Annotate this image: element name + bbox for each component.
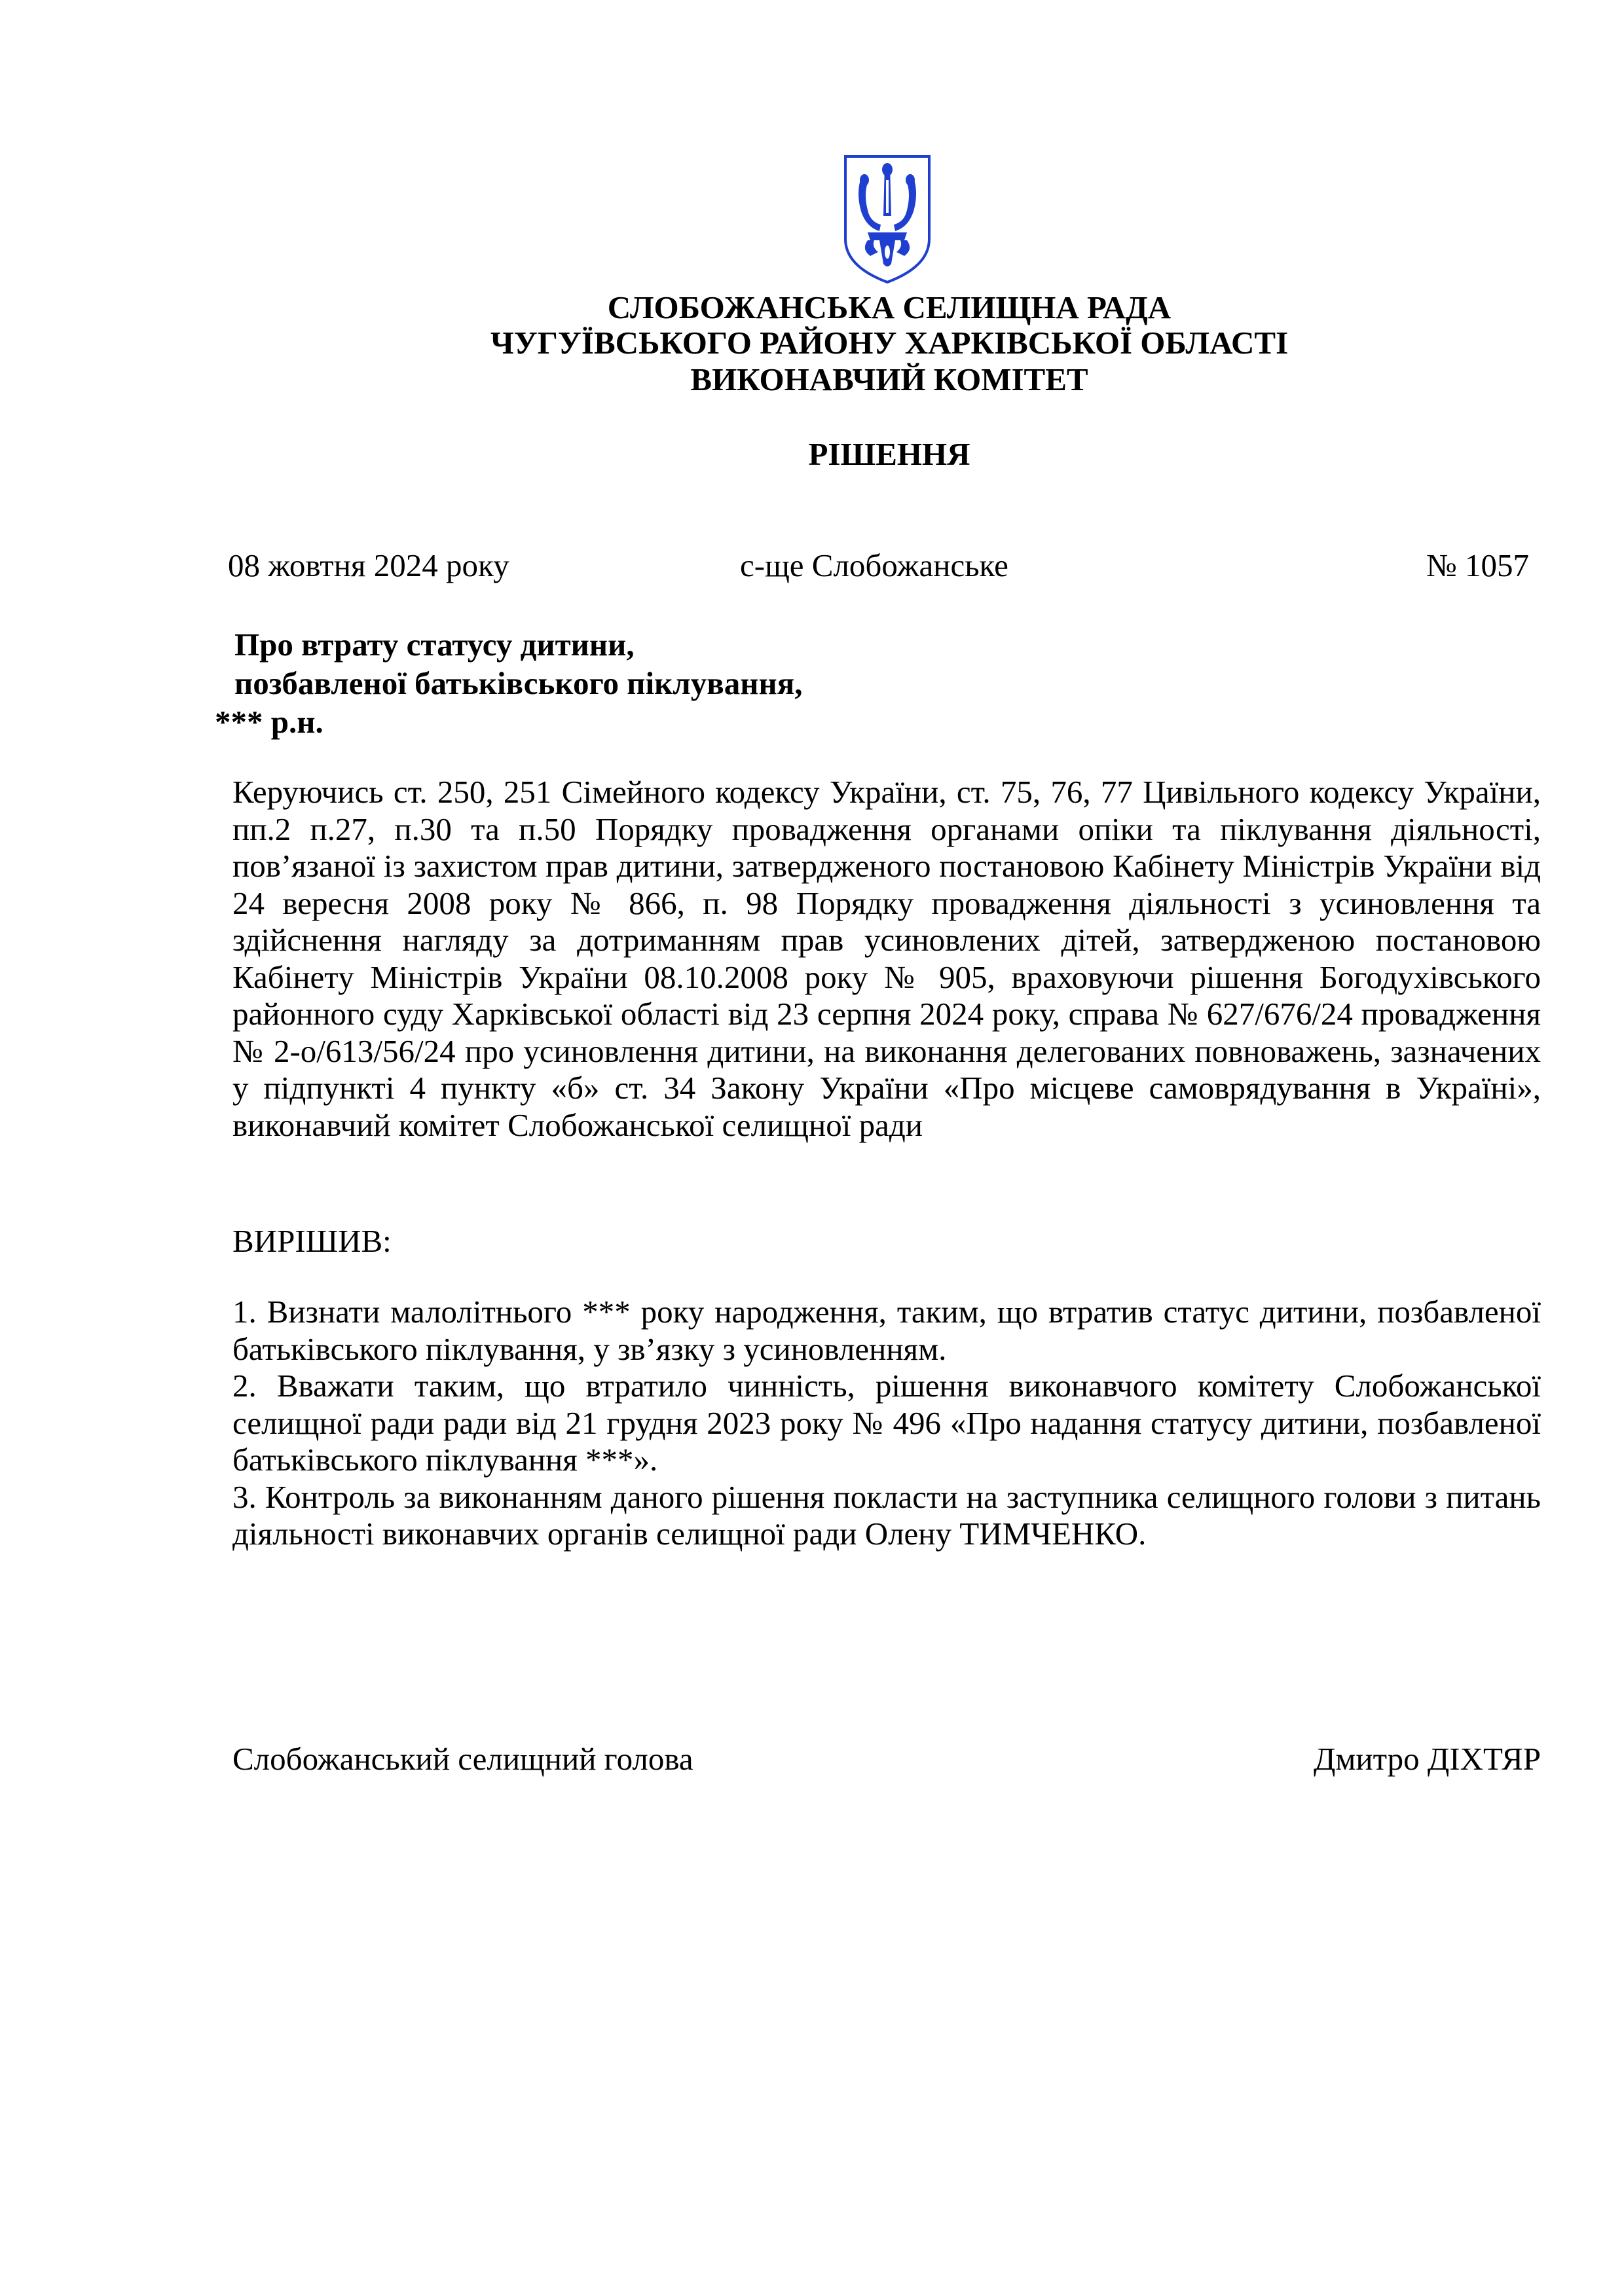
subject-line-2: позбавленої батьківського піклування, xyxy=(234,665,803,701)
signatory-title: Слобожанський селищний голова xyxy=(232,1741,693,1777)
decision-place: с-ще Слобожанське xyxy=(740,547,1008,583)
resolved-label: ВИРІШИВ: xyxy=(232,1223,392,1259)
decision-number: № 1057 xyxy=(1426,547,1530,583)
trident-coat-of-arms-icon xyxy=(841,154,933,285)
district-region-name: ЧУГУЇВСЬКОГО РАЙОНУ ХАРКІВСЬКОЇ ОБЛАСТІ xyxy=(490,325,1289,361)
decisions-list xyxy=(232,1294,1541,1553)
council-name: СЛОБОЖАНСЬКА СЕЛИЩНА РАДА xyxy=(607,289,1172,325)
decision-item: 1. Визнати малолітнього *** року народження, таким, що втратив статус дитини, позбавленої батьківського піклування, у зв’язку з усиновленням. xyxy=(232,1294,1541,1367)
decision-item: 2. Вважати таким, що втратило чинність, рішення виконавчого комітету Слобожанської селищної ради ради від 21 грудня 2023 року № 496 «Про надання статусу дитини, позбавленої батьківського піклування ***». xyxy=(232,1368,1541,1478)
subject-line-3: *** р.н. xyxy=(215,704,323,740)
preamble-paragraph: Керуючись ст. 250, 251 Сімейного кодексу України, ст. 75, 76, 77 Цивільного кодексу України, пп.2 п.27, п.30 та п.50 Порядку провадження органами опіки та піклування діяльності, пов’язаної із захистом прав дитини, затвердженого постановою Кабінету Міністрів України від 24 вересня 2008 року № 866, п. 98 Порядку провадження діяльності з усиновлення та здійснення нагляду за дотриманням прав усиновлених дітей, затвердженою постановою Кабінету Міністрів України 08.10.2008 року № 905, враховуючи рішення Богодухівського районного суду Харківської області від 23 серпня 2024 року, справа № 627/676/24 провадження № 2-о/613/56/24 про усиновлення дитини, на виконання делегованих повноважень, зазначених у підпункті 4 пункту «б» ст. 34 Закону України «Про місцеве самоврядування в Україні», виконавчий комітет Слобожанської селищної ради xyxy=(232,774,1541,1143)
signatory-name: Дмитро ДІХТЯР xyxy=(1313,1741,1541,1777)
subject-line-1: Про втрату статусу дитини, xyxy=(234,627,635,663)
executive-committee-name: ВИКОНАВЧИЙ КОМІТЕТ xyxy=(690,361,1088,397)
decision-date: 08 жовтня 2024 року xyxy=(228,547,509,583)
document-type-title: РІШЕННЯ xyxy=(808,436,970,472)
decision-item: 3. Контроль за виконанням даного рішення покласти на заступника селищного голови з питань діяльності виконавчих органів селищної ради Олену ТИМЧЕНКО. xyxy=(232,1478,1541,1552)
